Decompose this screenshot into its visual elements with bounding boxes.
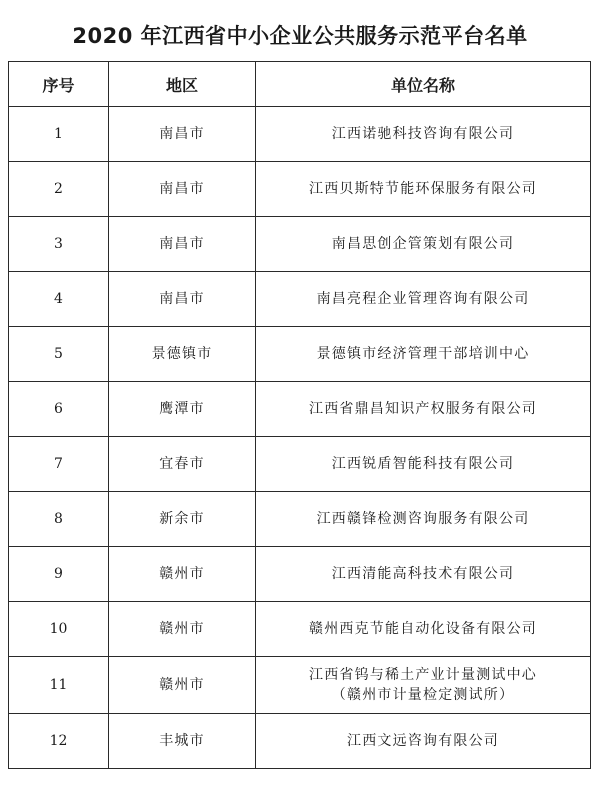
document-title: 2020 年江西省中小企业公共服务示范平台名单 xyxy=(72,24,528,48)
unit-name-line: 江西诺驰科技咨询有限公司 xyxy=(331,126,515,142)
header-unit-name: 单位名称 xyxy=(256,62,591,107)
row-region: 南昌市 xyxy=(109,217,256,272)
row-serial-number: 4 xyxy=(9,272,109,327)
row-unit-name xyxy=(256,272,591,327)
row-region: 南昌市 xyxy=(109,272,256,327)
row-unit-name xyxy=(256,437,591,492)
table-row xyxy=(9,437,591,492)
table-row xyxy=(9,382,591,437)
row-unit-name xyxy=(256,547,591,602)
row-unit-name xyxy=(256,107,591,162)
unit-name-line: 南昌思创企管策划有限公司 xyxy=(331,236,515,252)
row-region: 鹰潭市 xyxy=(109,382,256,437)
unit-name-line: 江西清能高科技术有限公司 xyxy=(331,566,515,582)
row-region: 丰城市 xyxy=(109,714,256,769)
row-serial-number: 9 xyxy=(9,547,109,602)
unit-name-line: 江西文远咨询有限公司 xyxy=(347,733,499,749)
row-serial-number: 5 xyxy=(9,327,109,382)
row-unit-name xyxy=(256,492,591,547)
unit-name-line: 景德镇市经济管理干部培训中心 xyxy=(316,346,530,362)
row-region: 赣州市 xyxy=(109,602,256,657)
header-serial-number: 序号 xyxy=(9,62,109,107)
table-row xyxy=(9,327,591,382)
table-row xyxy=(9,547,591,602)
table-row xyxy=(9,657,591,714)
row-region: 赣州市 xyxy=(109,657,256,714)
row-serial-number: 6 xyxy=(9,382,109,437)
table-row xyxy=(9,107,591,162)
row-serial-number: 10 xyxy=(9,602,109,657)
row-serial-number: 11 xyxy=(9,657,109,714)
row-unit-name xyxy=(256,162,591,217)
table-header-row xyxy=(9,62,591,107)
row-unit-name xyxy=(256,217,591,272)
table-row xyxy=(9,602,591,657)
row-serial-number: 12 xyxy=(9,714,109,769)
row-region: 新余市 xyxy=(109,492,256,547)
table-row xyxy=(9,272,591,327)
unit-name-line: 江西贝斯特节能环保服务有限公司 xyxy=(309,181,537,197)
row-unit-name xyxy=(256,714,591,769)
row-serial-number: 2 xyxy=(9,162,109,217)
row-region: 南昌市 xyxy=(109,162,256,217)
unit-name-line: （赣州市计量检定测试所） xyxy=(331,687,515,703)
row-unit-name xyxy=(256,602,591,657)
unit-name-line: 赣州西克节能自动化设备有限公司 xyxy=(309,621,537,637)
unit-name-line: 江西锐盾智能科技有限公司 xyxy=(331,456,515,472)
row-serial-number: 7 xyxy=(9,437,109,492)
row-unit-name xyxy=(256,657,591,714)
row-region: 景德镇市 xyxy=(109,327,256,382)
row-region: 赣州市 xyxy=(109,547,256,602)
unit-name-line: 南昌亮程企业管理咨询有限公司 xyxy=(316,291,530,307)
unit-name-line: 江西赣锋检测咨询服务有限公司 xyxy=(316,511,530,527)
row-serial-number: 1 xyxy=(9,107,109,162)
row-region: 南昌市 xyxy=(109,107,256,162)
unit-name-line: 江西省鼎昌知识产权服务有限公司 xyxy=(309,401,537,417)
table-row xyxy=(9,714,591,769)
unit-name-line: 江西省钨与稀土产业计量测试中心 xyxy=(309,667,537,683)
enterprise-list-table xyxy=(8,61,591,769)
table-row xyxy=(9,162,591,217)
row-serial-number: 8 xyxy=(9,492,109,547)
table-row xyxy=(9,492,591,547)
row-region: 宜春市 xyxy=(109,437,256,492)
row-unit-name xyxy=(256,382,591,437)
row-serial-number: 3 xyxy=(9,217,109,272)
row-unit-name xyxy=(256,327,591,382)
header-region: 地区 xyxy=(109,62,256,107)
table-row xyxy=(9,217,591,272)
